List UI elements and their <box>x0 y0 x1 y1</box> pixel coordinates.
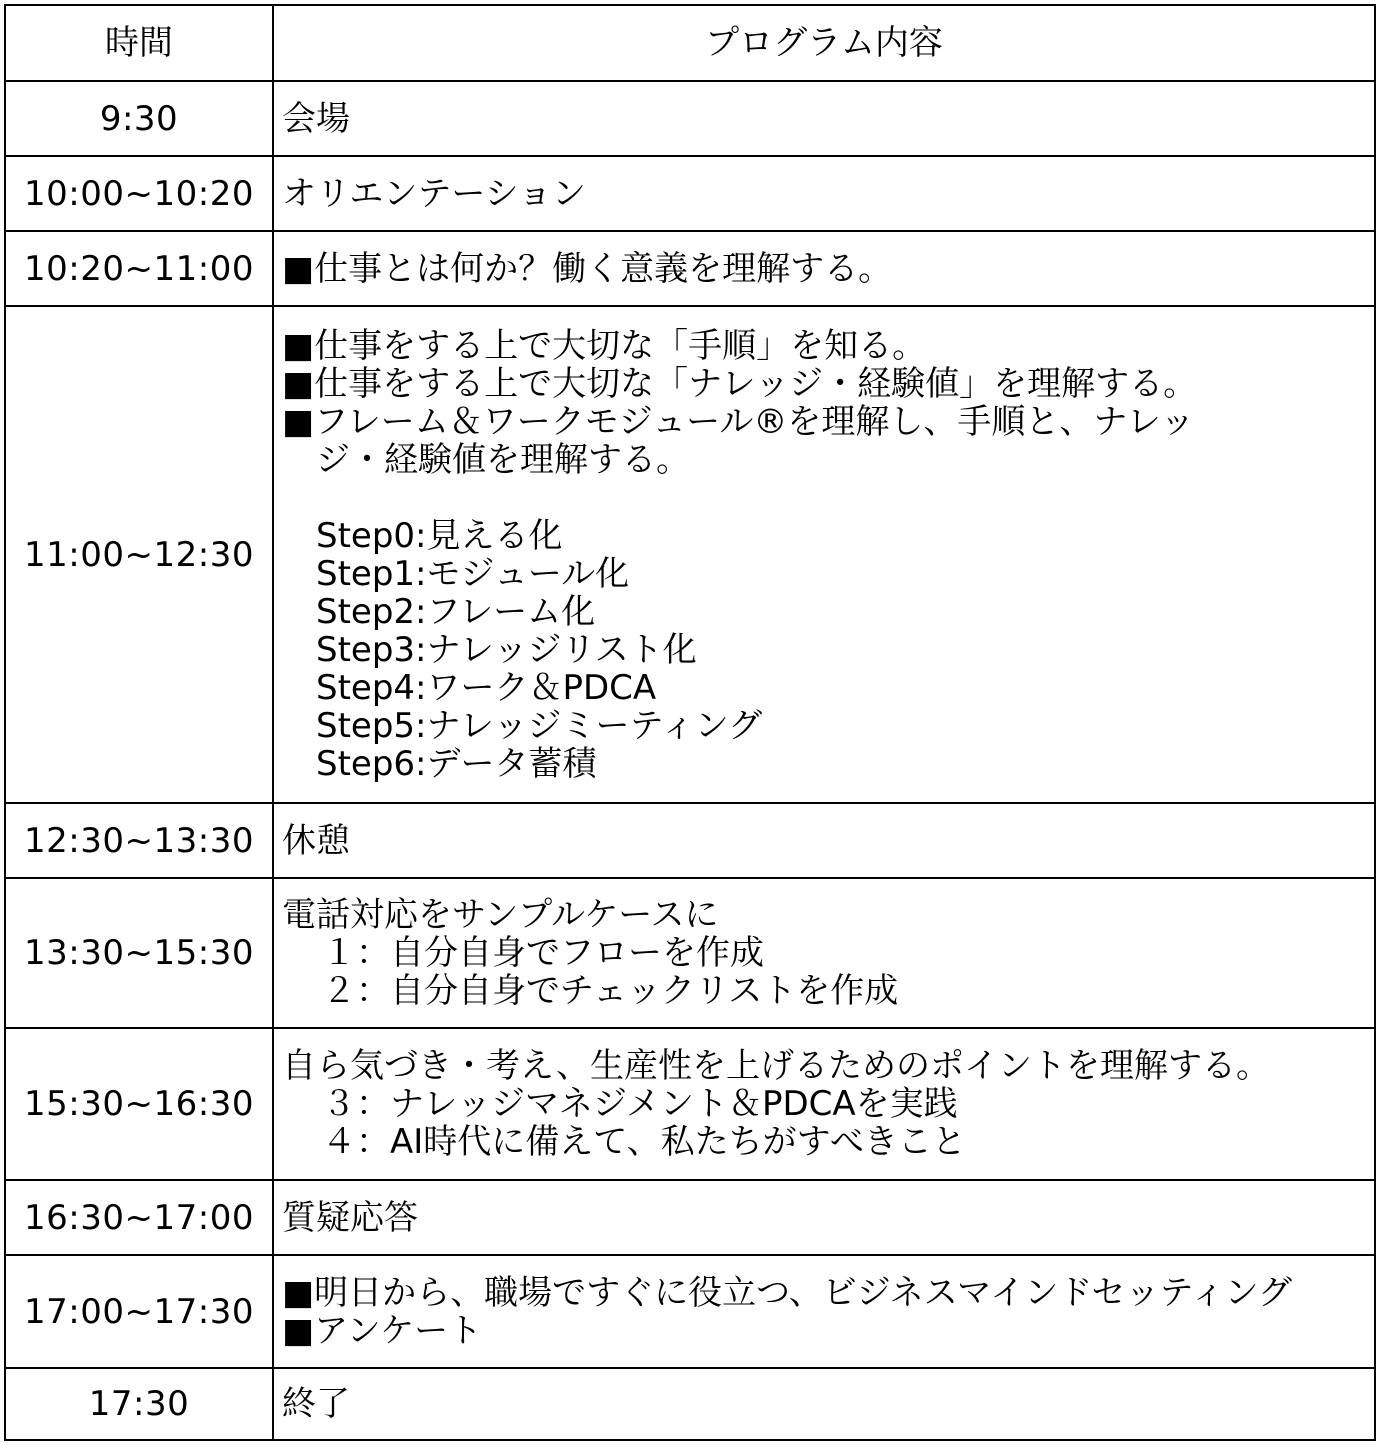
program-line: 質疑応答 <box>282 1197 418 1238</box>
table-row <box>5 1180 1375 1255</box>
time-cell: 10:20~11:00 <box>5 231 273 306</box>
blank-line <box>282 479 1374 517</box>
program-line: ■仕事をする上で大切な「手順」を知る。 <box>282 325 927 366</box>
table-row <box>5 803 1375 878</box>
table-row <box>5 1028 1375 1180</box>
program-line: 自ら気づき・考え、生産性を上げるためのポイントを理解する。 <box>282 1046 1271 1086</box>
table-row <box>5 1255 1375 1368</box>
program-cell <box>273 81 1375 156</box>
program-cell <box>273 1180 1375 1255</box>
time-cell: 16:30~17:00 <box>5 1180 273 1255</box>
time-cell: 10:00~10:20 <box>5 156 273 231</box>
program-line: １：自分自身でフローを作成 <box>322 933 764 973</box>
program-line: 会場 <box>282 98 350 139</box>
program-line: 電話対応をサンプルケースに <box>282 895 719 935</box>
program-line: オリエンテーション <box>282 173 586 214</box>
step-line: Step1:モジュール化 <box>316 553 630 594</box>
program-cell <box>273 1028 1375 1180</box>
program-cell <box>273 878 1375 1028</box>
program-column-header: プログラム内容 <box>273 5 1375 81</box>
time-cell: 9:30 <box>5 81 273 156</box>
step-line: Step3:ナレッジリスト化 <box>316 629 697 670</box>
header-row <box>5 5 1375 81</box>
table-row <box>5 306 1375 803</box>
time-cell: 12:30~13:30 <box>5 803 273 878</box>
program-line: 終了 <box>282 1384 350 1424</box>
time-cell: 15:30~16:30 <box>5 1028 273 1180</box>
time-cell: 17:00~17:30 <box>5 1255 273 1368</box>
program-cell <box>273 1368 1375 1440</box>
time-cell: 17:30 <box>5 1368 273 1440</box>
time-column-header: 時間 <box>5 5 273 81</box>
step-line: Step5:ナレッジミーティング <box>316 705 763 746</box>
table-row <box>5 81 1375 156</box>
time-cell: 13:30~15:30 <box>5 878 273 1028</box>
program-cell <box>273 306 1375 803</box>
program-line: ■仕事をする上で大切な「ナレッジ・経験値」を理解する。 <box>282 363 1198 404</box>
table-row <box>5 156 1375 231</box>
program-cell <box>273 1255 1375 1368</box>
program-line: ■フレーム＆ワークモジュール®を理解し、手順と、ナレッ <box>282 401 1195 442</box>
step-line: Step6:データ蓄積 <box>316 743 597 784</box>
program-line: ■明日から、職場ですぐに役立つ、ビジネスマインドセッティング <box>282 1272 1292 1313</box>
table-row <box>5 878 1375 1028</box>
step-line: Step0:見える化 <box>316 515 563 556</box>
program-line: ３：ナレッジマネジメント＆PDCAを実践 <box>322 1084 958 1124</box>
program-cell <box>273 156 1375 231</box>
program-cell <box>273 231 1375 306</box>
program-line: ■アンケート <box>282 1310 483 1351</box>
table-row <box>5 1368 1375 1440</box>
program-line: ジ・経験値を理解する。 <box>316 439 690 480</box>
time-cell: 11:00~12:30 <box>5 306 273 803</box>
program-line: ■仕事とは何か？働く意義を理解する。 <box>282 248 893 289</box>
program-line: ４：AI時代に備えて、私たちがすべきこと <box>322 1122 966 1162</box>
program-cell <box>273 803 1375 878</box>
table-row <box>5 231 1375 306</box>
step-line: Step2:フレーム化 <box>316 591 596 632</box>
step-line: Step4:ワーク＆PDCA <box>316 667 657 708</box>
program-line: 休憩 <box>282 820 350 861</box>
program-line: ２：自分自身でチェックリストを作成 <box>322 971 899 1011</box>
schedule-table <box>4 4 1376 1441</box>
